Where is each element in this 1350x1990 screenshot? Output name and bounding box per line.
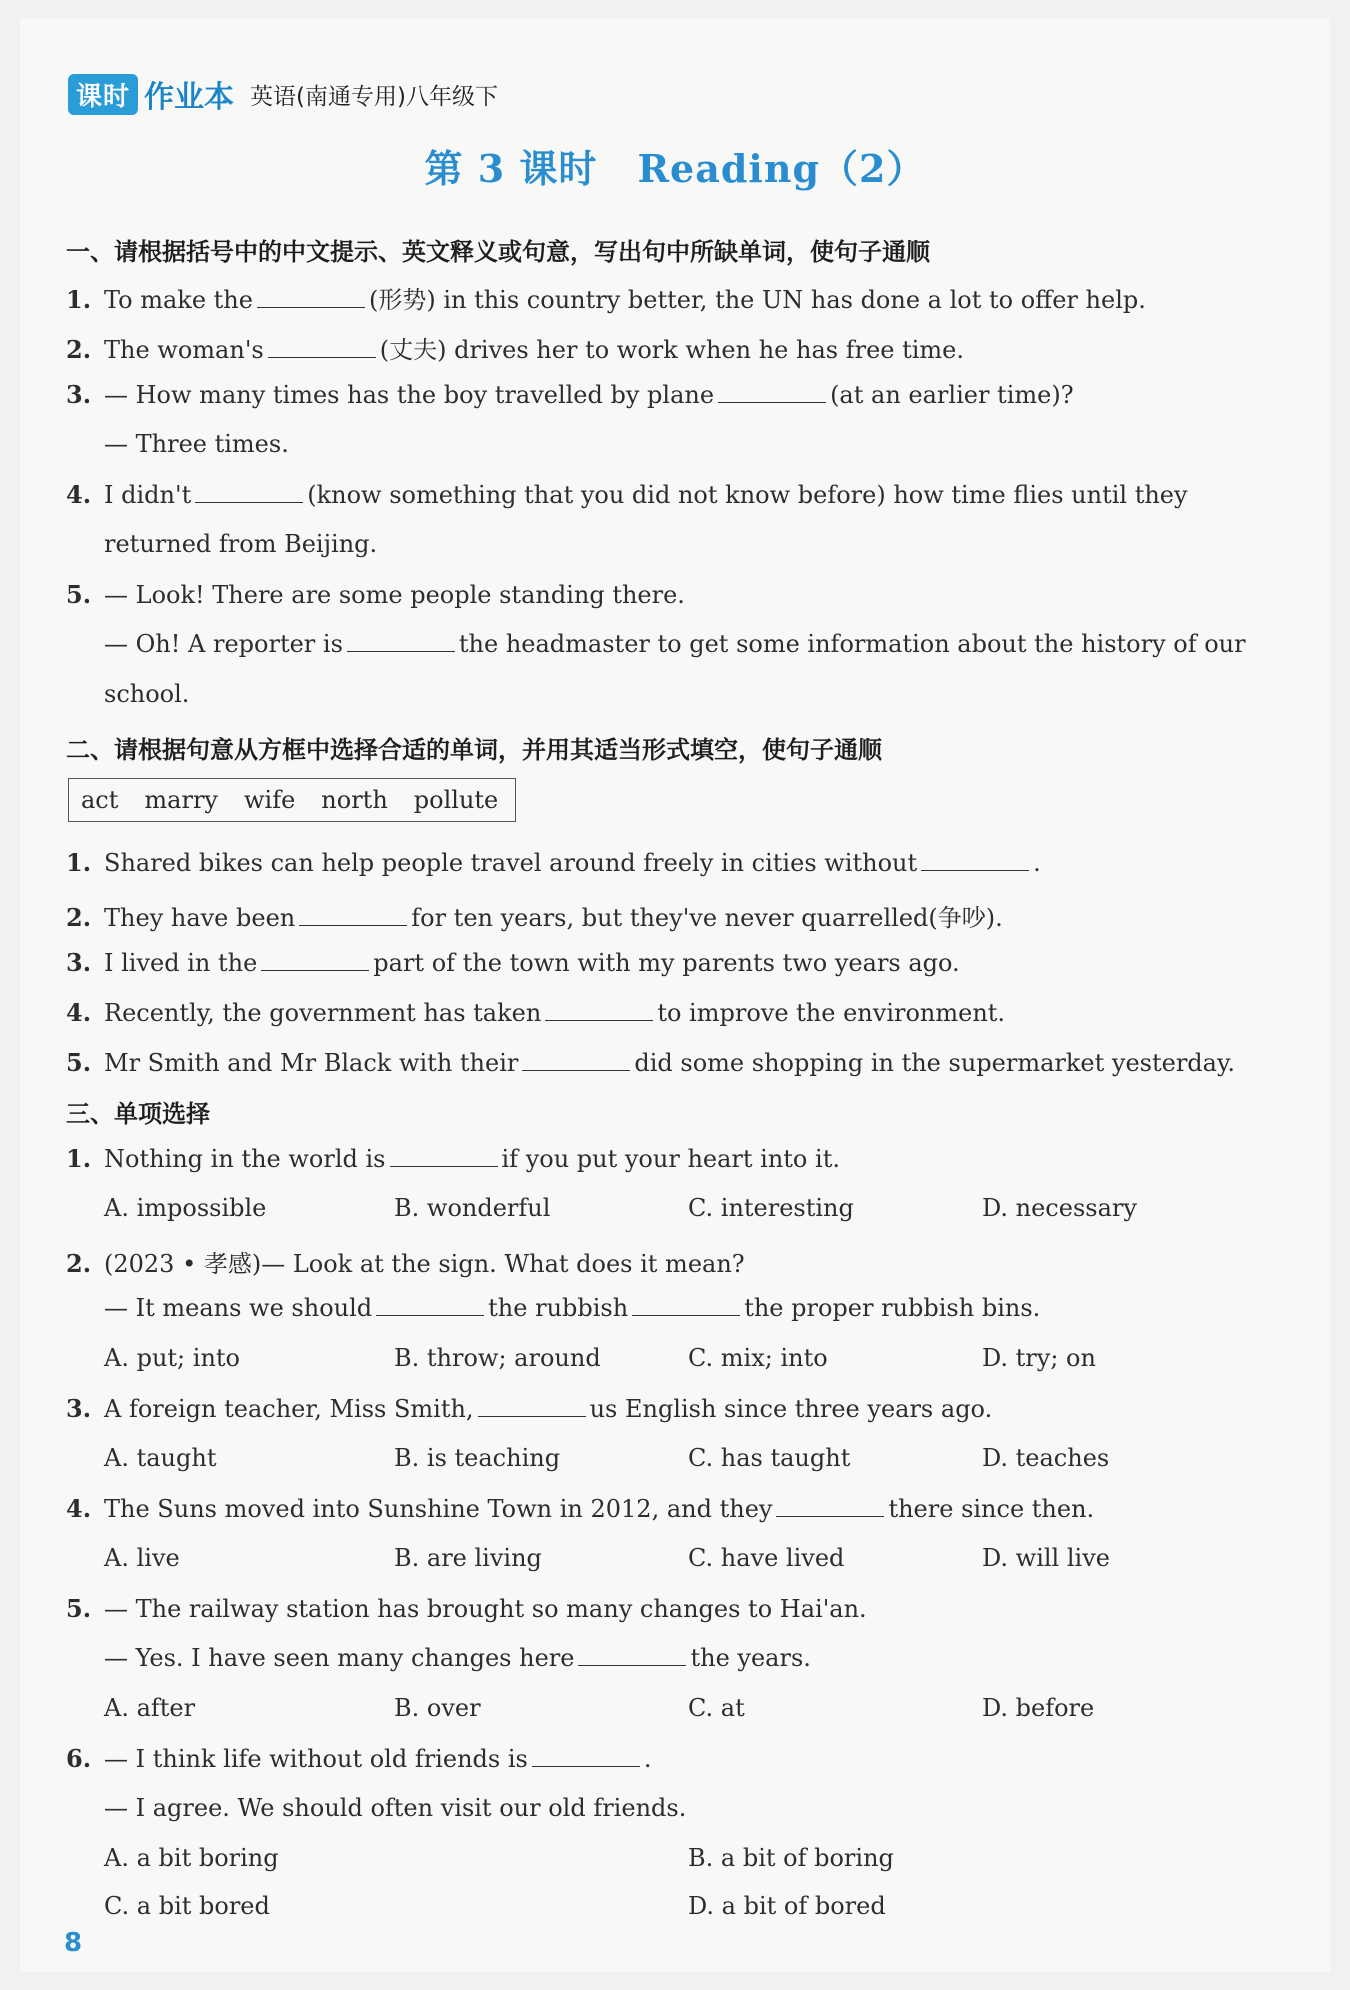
word: act: [81, 786, 119, 814]
word: marry: [144, 786, 218, 814]
s3-question-1: 1. Nothing in the world is if you put your heart into it.: [66, 1144, 840, 1173]
answer-blank[interactable]: [921, 850, 1029, 871]
option-c[interactable]: C. has taught: [688, 1444, 851, 1472]
option-b[interactable]: B. throw; around: [394, 1344, 601, 1372]
option-a[interactable]: A. taught: [104, 1444, 217, 1472]
s3-question-6: 6. — I think life without old friends is .: [66, 1744, 652, 1773]
page-number: 8: [64, 1928, 83, 1958]
option-c[interactable]: C. mix; into: [688, 1344, 828, 1372]
option-d[interactable]: D. will live: [982, 1544, 1110, 1572]
s1-question-3-answer: — Three times.: [104, 430, 289, 458]
section-1-heading: 一、请根据括号中的中文提示、英文释义或句意，写出句中所缺单词，使句子通顺: [66, 238, 930, 266]
logo: 课时: [68, 74, 138, 115]
word: pollute: [413, 786, 499, 814]
answer-blank[interactable]: [261, 950, 369, 971]
book-header: [68, 70, 498, 118]
answer-blank[interactable]: [718, 382, 826, 403]
answer-blank[interactable]: [776, 1496, 884, 1517]
s3-question-5-reply: — Yes. I have seen many changes here the years.: [104, 1644, 811, 1672]
s3-question-6-reply: — I agree. We should often visit our old friends.: [104, 1794, 687, 1822]
answer-blank[interactable]: [347, 631, 455, 652]
s2-question-5: 5. Mr Smith and Mr Black with their did some shopping in the supermarket yesterday.: [66, 1048, 1235, 1077]
s1-question-2: 2. The woman's (丈夫) drives her to work when he has free time.: [66, 335, 965, 364]
option-d[interactable]: D. teaches: [982, 1444, 1110, 1472]
s3-question-2: 2. (2023 • 孝感)— Look at the sign. What does it mean?: [66, 1249, 745, 1278]
answer-blank[interactable]: [390, 1146, 498, 1167]
option-b[interactable]: B. is teaching: [394, 1444, 561, 1472]
option-b[interactable]: B. a bit of boring: [688, 1844, 894, 1872]
brand-name: 作业本: [144, 80, 235, 115]
s2-question-1: 1. Shared bikes can help people travel around freely in cities without .: [66, 848, 1041, 877]
s1-question-4-cont: returned from Beijing.: [104, 530, 378, 558]
word: wife: [243, 786, 296, 814]
option-a[interactable]: A. put; into: [104, 1344, 240, 1372]
option-b[interactable]: B. are living: [394, 1544, 542, 1572]
option-c[interactable]: C. at: [688, 1694, 745, 1722]
s2-question-4: 4. Recently, the government has taken to improve the environment.: [66, 998, 1006, 1027]
s3-question-3: 3. A foreign teacher, Miss Smith, us English since three years ago.: [66, 1394, 993, 1423]
section-2-heading: 二、请根据句意从方框中选择合适的单词，并用其适当形式填空，使句子通顺: [66, 736, 882, 764]
answer-blank[interactable]: [478, 1396, 586, 1417]
s1-question-1: 1. To make the (形势) in this country better, the UN has done a lot to offer help.: [66, 285, 1146, 314]
s1-question-3: 3. — How many times has the boy travelled by plane (at an earlier time)?: [66, 380, 1074, 409]
lesson-name: Reading（2）: [637, 146, 926, 191]
option-d[interactable]: D. a bit of bored: [688, 1892, 886, 1920]
option-d[interactable]: D. necessary: [982, 1194, 1137, 1222]
s3-question-2-reply: — It means we should the rubbish the proper rubbish bins.: [104, 1294, 1041, 1322]
word: north: [321, 786, 388, 814]
s3-question-4: 4. The Suns moved into Sunshine Town in 2012, and they there since then.: [66, 1494, 1095, 1523]
worksheet-page: [20, 18, 1330, 1972]
option-b[interactable]: B. over: [394, 1694, 481, 1722]
answer-blank[interactable]: [268, 337, 376, 358]
answer-blank[interactable]: [376, 1295, 484, 1316]
s1-question-4: 4. I didn't (know something that you did not know before) how time flies until they: [66, 480, 1188, 509]
s2-question-3: 3. I lived in the part of the town with my parents two years ago.: [66, 948, 960, 977]
option-c[interactable]: C. have lived: [688, 1544, 845, 1572]
book-info: 英语(南通专用)八年级下: [250, 83, 498, 110]
answer-blank[interactable]: [299, 905, 407, 926]
option-c[interactable]: C. interesting: [688, 1194, 854, 1222]
section-3-heading: 三、单项选择: [66, 1100, 210, 1128]
answer-blank[interactable]: [257, 287, 365, 308]
lesson-number: 第 3 课时: [424, 146, 598, 191]
s1-question-5: 5. — Look! There are some people standing there.: [66, 580, 685, 609]
answer-blank[interactable]: [632, 1295, 740, 1316]
option-b[interactable]: B. wonderful: [394, 1194, 551, 1222]
answer-blank[interactable]: [578, 1645, 686, 1666]
lesson-title: [20, 138, 1330, 193]
option-a[interactable]: A. impossible: [104, 1194, 267, 1222]
option-c[interactable]: C. a bit bored: [104, 1892, 270, 1920]
s3-question-5: 5. — The railway station has brought so many changes to Hai'an.: [66, 1594, 867, 1623]
option-a[interactable]: A. a bit boring: [104, 1844, 279, 1872]
option-d[interactable]: D. before: [982, 1694, 1095, 1722]
answer-blank[interactable]: [522, 1050, 630, 1071]
s1-question-5-cont: school.: [104, 680, 190, 708]
option-a[interactable]: A. after: [104, 1694, 196, 1722]
answer-blank[interactable]: [545, 1000, 653, 1021]
option-a[interactable]: A. live: [104, 1544, 180, 1572]
s1-question-5-reply: — Oh! A reporter is the headmaster to get some information about the history of our: [104, 630, 1246, 658]
word-box: [68, 778, 516, 822]
option-d[interactable]: D. try; on: [982, 1344, 1096, 1372]
answer-blank[interactable]: [195, 482, 303, 503]
s2-question-2: 2. They have been for ten years, but they've never quarrelled(争吵).: [66, 903, 1003, 932]
answer-blank[interactable]: [532, 1746, 640, 1767]
